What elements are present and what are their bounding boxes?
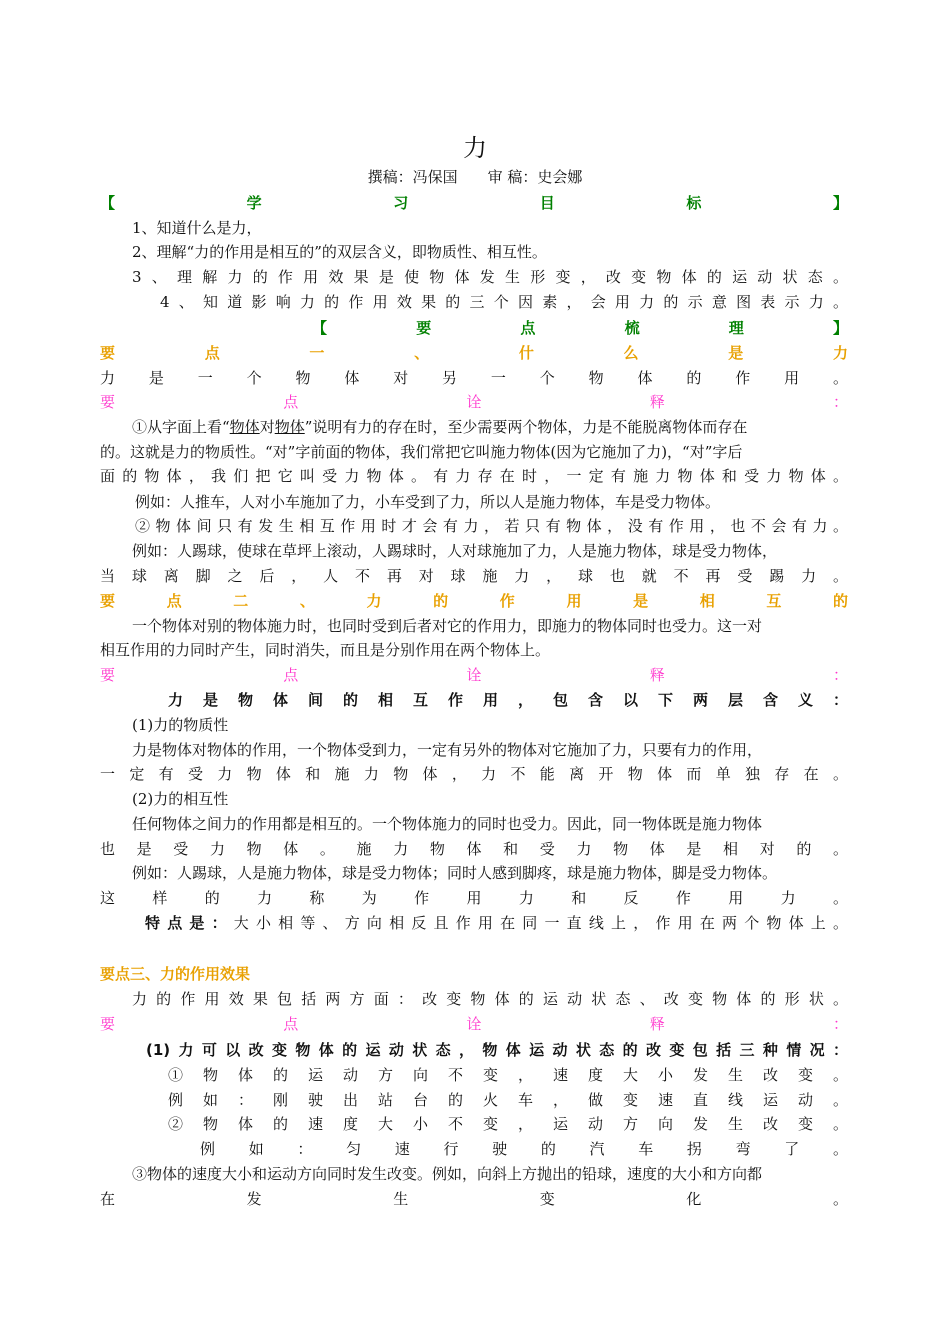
underlined-word: 物体 <box>229 418 260 436</box>
paragraph-line: 面的物体，我们把它叫受力物体。有力存在时，一定有施力物体和受力物体。 <box>100 467 848 485</box>
paragraph-line: 力的作用效果包括两方面：改变物体的运动状态、改变物体的形状。 <box>132 990 848 1008</box>
paragraph-line: 的。这就是力的物质性。“对”字前面的物体，我们常把它叫施力物体(因为它施加了力)，“对”字后 <box>100 443 743 461</box>
case-line: ③物体的速度大小和运动方向同时发生改变。例如，向斜上方抛出的铅球，速度的大小和方向都 <box>132 1165 763 1183</box>
example-line: 当球离脚之后，人不再对球施力，球也就不再受踢力。 <box>100 567 848 585</box>
feature-line: 特点是：大小相等、方向相反且作用在同一直线上，作用在两个物体上。 <box>145 914 848 932</box>
paragraph-line: 也是受力物体。施力物体和受力物体是相对的。 <box>100 840 848 858</box>
case-line: 在发生变化。 <box>100 1190 848 1208</box>
bold-statement: (1)力可以改变物体的运动状态，物体运动状态的改变包括三种情况： <box>146 1041 848 1059</box>
paragraph-line: 一个物体对别的物体施力时，也同时受到后者对它的作用力，即施力的物体同时也受力。这一对 <box>132 617 763 635</box>
explain-label: 要点诠释： <box>100 1015 848 1033</box>
explain-label: 要点诠释： <box>100 393 848 411</box>
goal-item: 1、知道什么是力， <box>132 219 262 237</box>
goal-item: 3、理解力的作用效果是使物体发生形变，改变物体的运动状态。 <box>132 268 848 286</box>
bold-statement: 力是物体间的相互作用，包含以下两层含义： <box>168 691 848 709</box>
point-heading: 要点一、什么是力 <box>100 344 848 362</box>
case-line: ①物体的运动方向不变，速度大小发生改变。 <box>168 1066 848 1084</box>
explain-label: 要点诠释： <box>100 666 848 684</box>
section-heading-goals: 【学习目标】 <box>100 194 848 212</box>
definition-text: 力是一个物体对另一个物体的作用。 <box>100 369 848 387</box>
byline: 撰稿：冯保国 审 稿：史会娜 <box>367 168 583 186</box>
goal-item: 4、知道影响力的作用效果的三个因素，会用力的示意图表示力。 <box>160 293 848 311</box>
paragraph-line: 力是物体对物体的作用，一个物体受到力，一定有另外的物体对它施加了力，只要有力的作用， <box>132 741 763 759</box>
page-title: 力 <box>463 134 487 162</box>
point-heading: 要点二、力的作用是相互的 <box>100 592 848 610</box>
example-line: 例如：刚驶出站台的火车，做变速直线运动。 <box>168 1091 848 1109</box>
example-line: 例如：匀速行驶的汽车拐弯了。 <box>200 1140 848 1158</box>
feature-label: 特点是： <box>145 914 234 932</box>
subheading: (2)力的相互性 <box>132 790 229 808</box>
example-line: 例如：人踢球，使球在草坪上滚动，人踢球时，人对球施加了力，人是施力物体，球是受力物体， <box>132 542 778 560</box>
paragraph-line: 相互作用的力同时产生，同时消失，而且是分别作用在两个物体上。 <box>100 641 551 659</box>
paragraph-line: ②物体间只有发生相互作用时才会有力，若只有物体，没有作用，也不会有力。 <box>135 517 848 535</box>
section-heading-summary: 【要点梳理】 <box>312 319 848 337</box>
example-line: 例如：人推车，人对小车施加了力，小车受到了力，所以人是施力物体，车是受力物体。 <box>135 493 721 511</box>
paragraph-line: 一定有受力物体和施力物体，力不能离开物体而单独存在。 <box>100 765 848 783</box>
underlined-word: 物体 <box>274 418 305 436</box>
point-heading: 要点三、力的作用效果 <box>100 965 251 983</box>
paragraph-line: ①从字面上看“物体对物体”说明有力的存在时，至少需要两个物体，力是不能脱离物体而存在 <box>132 418 748 436</box>
case-line: ②物体的速度大小不变，运动方向发生改变。 <box>168 1115 848 1133</box>
example-line: 这样的力称为作用力和反作用力。 <box>100 889 848 907</box>
example-line: 例如：人踢球，人是施力物体，球是受力物体；同时人感到脚疼，球是施力物体，脚是受力物体。 <box>132 864 778 882</box>
goal-item: 2、理解“力的作用是相互的”的双层含义，即物质性、相互性。 <box>132 243 547 261</box>
subheading: (1)力的物质性 <box>132 716 229 734</box>
paragraph-line: 任何物体之间力的作用都是相互的。一个物体施力的同时也受力。因此，同一物体既是施力物体 <box>132 815 763 833</box>
